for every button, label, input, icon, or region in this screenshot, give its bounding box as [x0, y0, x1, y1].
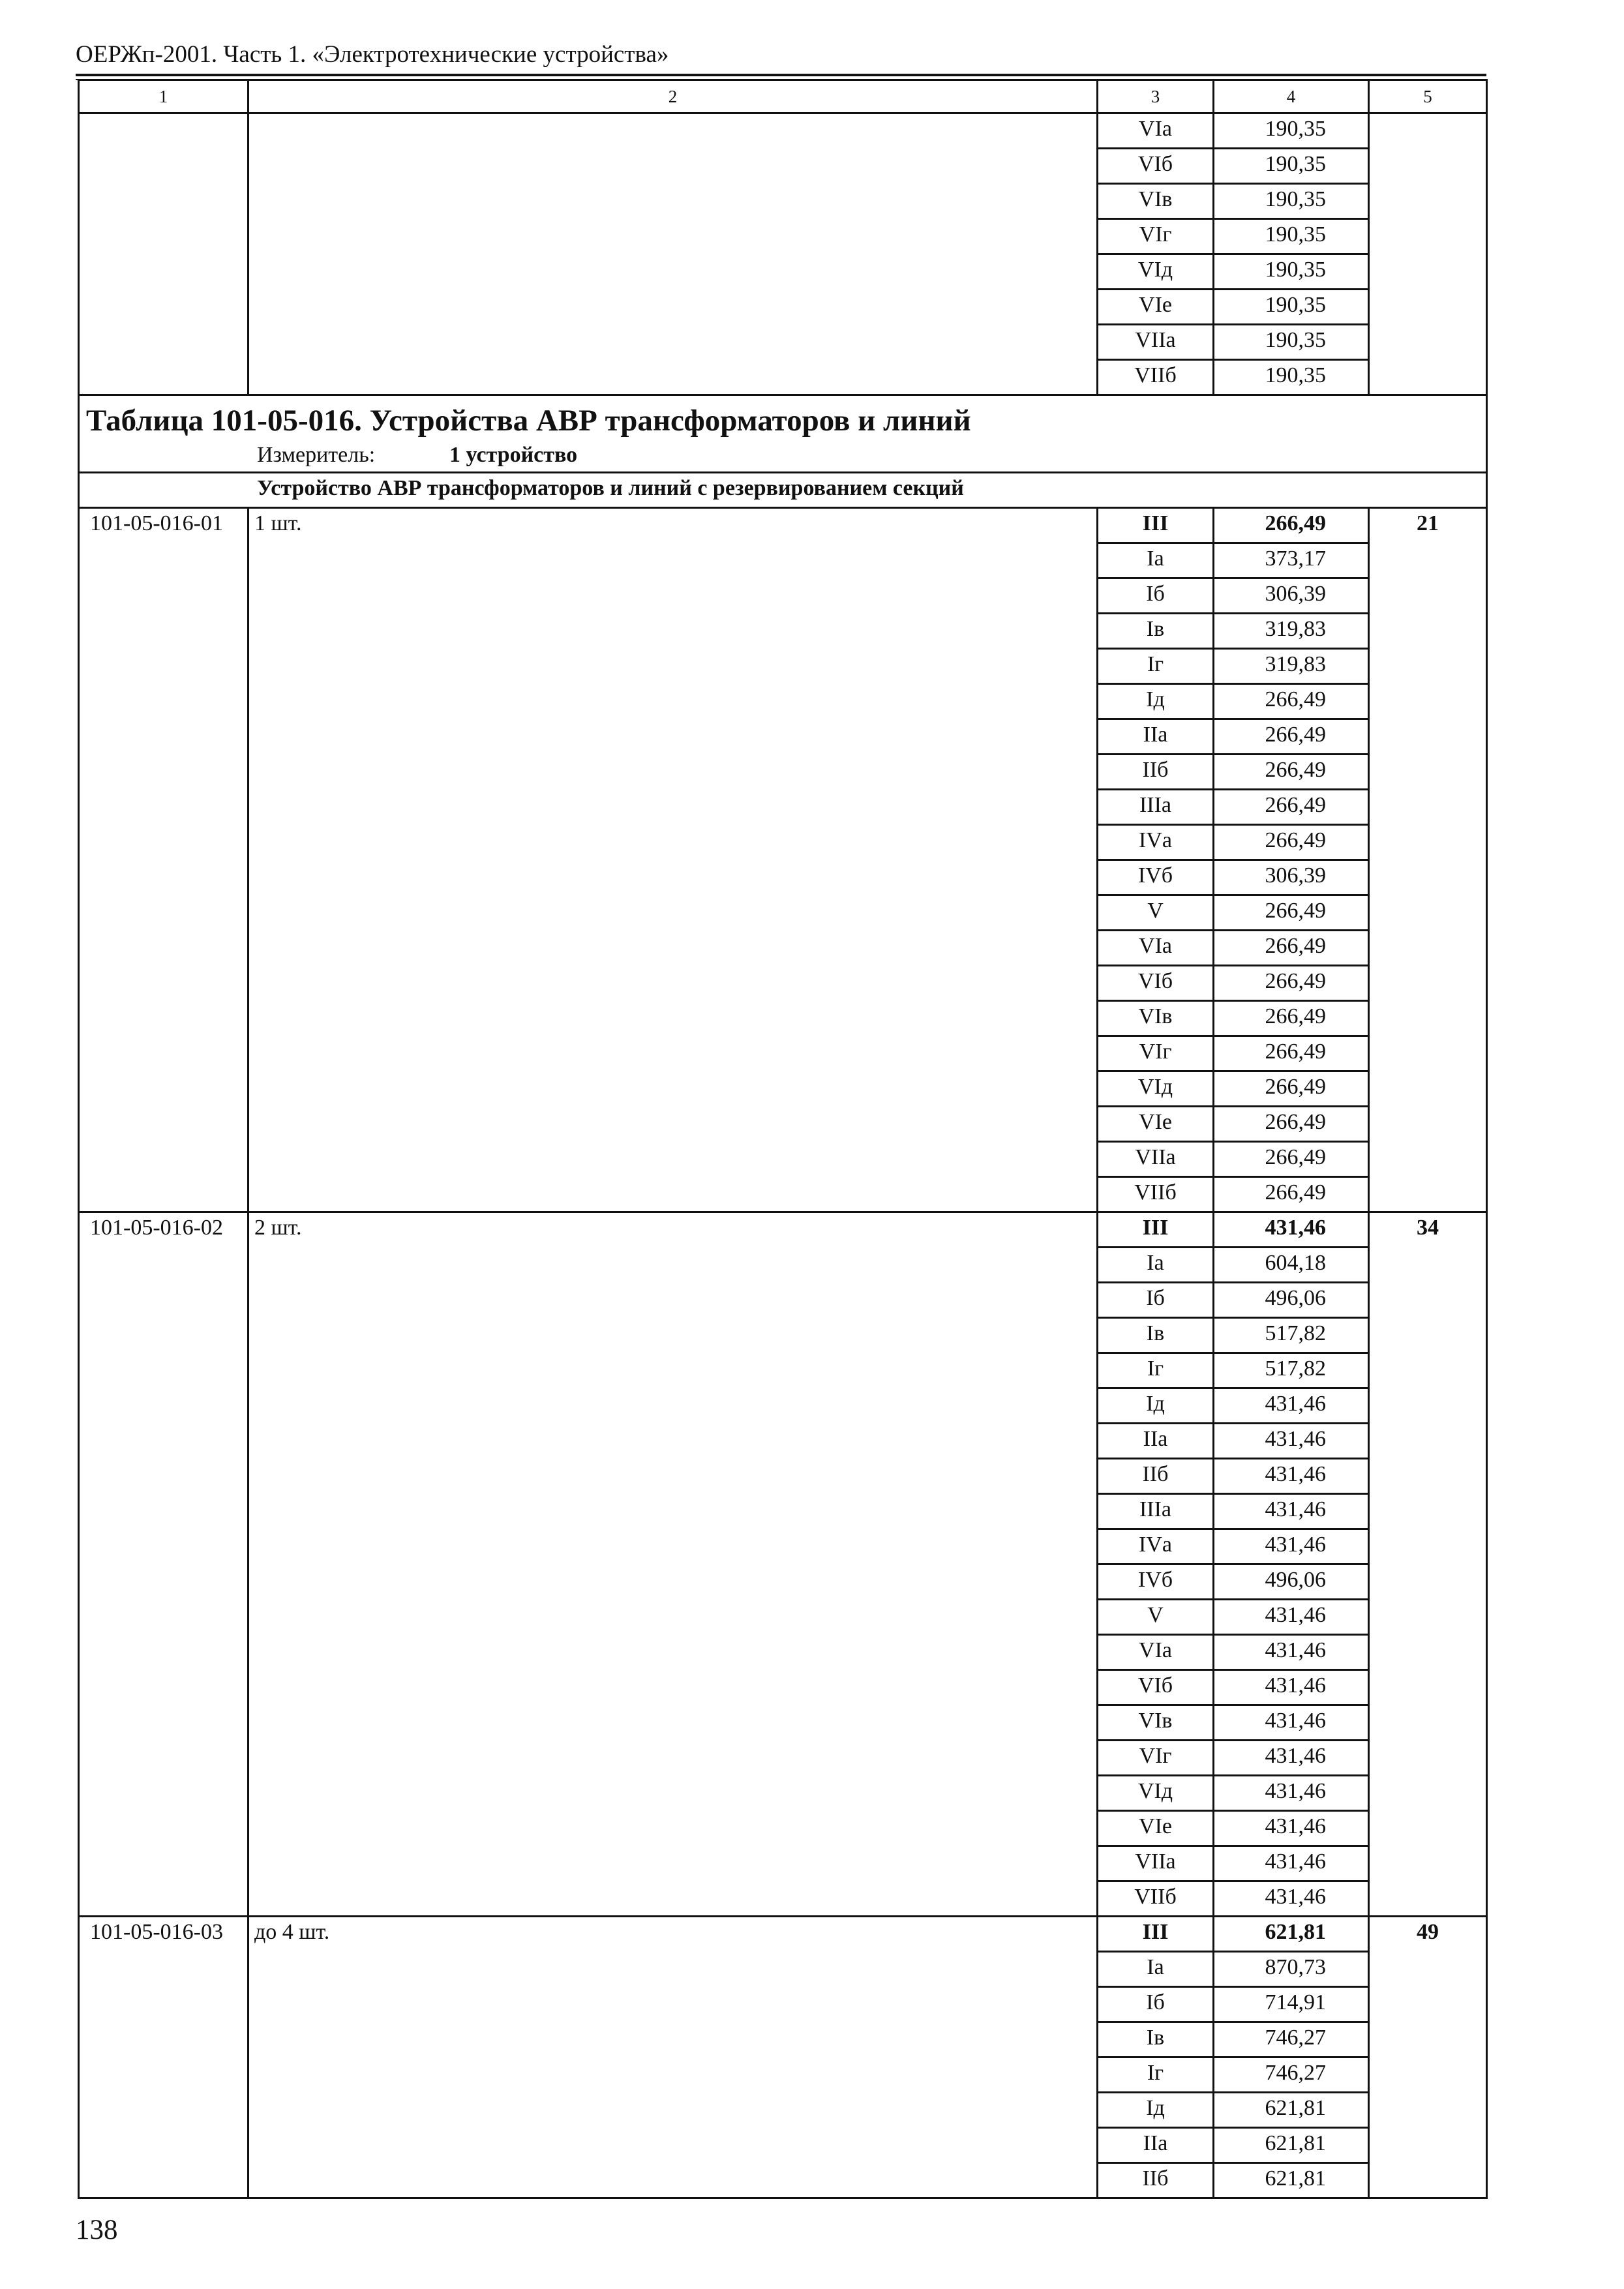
zone-cell: V — [1098, 895, 1214, 931]
price-cell: 190,35 — [1214, 254, 1369, 290]
zone-cell: Iв — [1098, 2022, 1214, 2057]
table-subtitle: Устройство АВР трансформаторов и линий с резервированием секций — [79, 473, 1487, 508]
price-cell: 604,18 — [1214, 1248, 1369, 1283]
price-cell: 746,27 — [1214, 2022, 1369, 2057]
price-cell: 431,46 — [1214, 1600, 1369, 1635]
zone-cell: IIа — [1098, 719, 1214, 755]
code-cell: 101-05-016-02 — [79, 1212, 248, 1917]
zone-cell: IIа — [1098, 1424, 1214, 1459]
header-rule — [76, 74, 1486, 76]
price-cell: 266,49 — [1214, 966, 1369, 1001]
price-cell: 373,17 — [1214, 543, 1369, 578]
price-cell: 621,81 — [1214, 2093, 1369, 2128]
name-cell: 1 шт. — [248, 508, 1098, 1212]
price-cell: 319,83 — [1214, 649, 1369, 684]
zone-cell: Iд — [1098, 684, 1214, 719]
code-cell: 101-05-016-03 — [79, 1917, 248, 2198]
table-title-row — [79, 395, 1487, 473]
name-cell — [248, 113, 1098, 395]
zone-cell: VIIа — [1098, 1142, 1214, 1177]
col5-cell: 49 — [1369, 1917, 1487, 2198]
zone-cell: VIв — [1098, 1001, 1214, 1036]
price-cell: 431,46 — [1214, 1529, 1369, 1564]
zone-cell: VIе — [1098, 1811, 1214, 1846]
price-cell: 266,49 — [1214, 790, 1369, 825]
price-cell: 496,06 — [1214, 1564, 1369, 1600]
price-cell: 266,49 — [1214, 931, 1369, 966]
zone-cell: VIг — [1098, 219, 1214, 254]
name-cell: 2 шт. — [248, 1212, 1098, 1917]
zone-cell: IVб — [1098, 1564, 1214, 1600]
price-cell: 190,35 — [1214, 325, 1369, 360]
zone-cell: IIIа — [1098, 790, 1214, 825]
price-cell: 306,39 — [1214, 860, 1369, 895]
zone-cell: IIIа — [1098, 1494, 1214, 1529]
zone-cell: VIа — [1098, 113, 1214, 149]
table-row — [79, 508, 1487, 543]
price-cell: 266,49 — [1214, 825, 1369, 860]
price-cell: 266,49 — [1214, 508, 1369, 543]
name-cell: до 4 шт. — [248, 1917, 1098, 2198]
zone-cell: VIд — [1098, 254, 1214, 290]
zone-cell: VIб — [1098, 1670, 1214, 1705]
table-title: Таблица 101-05-016. Устройства АВР трансформаторов и линий — [86, 404, 971, 438]
price-cell: 319,83 — [1214, 614, 1369, 649]
column-number: 4 — [1214, 80, 1369, 113]
zone-cell: VIа — [1098, 931, 1214, 966]
zone-cell: VIIа — [1098, 1846, 1214, 1881]
zone-cell: IVб — [1098, 860, 1214, 895]
column-number: 3 — [1098, 80, 1214, 113]
column-number: 5 — [1369, 80, 1487, 113]
price-cell: 431,46 — [1214, 1212, 1369, 1248]
zone-cell: VIд — [1098, 1071, 1214, 1107]
price-cell: 621,81 — [1214, 2163, 1369, 2198]
column-number: 1 — [79, 80, 248, 113]
code-cell: 101-05-016-01 — [79, 508, 248, 1212]
zone-cell: Iб — [1098, 1283, 1214, 1318]
price-cell: 517,82 — [1214, 1318, 1369, 1353]
zone-cell: IIб — [1098, 1459, 1214, 1494]
zone-cell: IVа — [1098, 1529, 1214, 1564]
price-cell: 266,49 — [1214, 719, 1369, 755]
table-row — [79, 113, 1487, 149]
zone-cell: VIд — [1098, 1776, 1214, 1811]
table-row — [79, 1917, 1487, 1952]
rates-table — [78, 79, 1488, 2199]
zone-cell: VIв — [1098, 184, 1214, 219]
col5-cell: 34 — [1369, 1212, 1487, 1917]
price-cell: 266,49 — [1214, 895, 1369, 931]
price-cell: 190,35 — [1214, 149, 1369, 184]
zone-cell: Iг — [1098, 2057, 1214, 2093]
zone-cell: VIе — [1098, 290, 1214, 325]
zone-cell: III — [1098, 508, 1214, 543]
zone-cell: V — [1098, 1600, 1214, 1635]
price-cell: 431,46 — [1214, 1776, 1369, 1811]
price-cell: 190,35 — [1214, 184, 1369, 219]
table-row — [79, 1212, 1487, 1248]
price-cell: 266,49 — [1214, 1177, 1369, 1212]
table-subtitle-row — [79, 473, 1487, 508]
zone-cell: IIа — [1098, 2128, 1214, 2163]
price-cell: 266,49 — [1214, 1001, 1369, 1036]
price-cell: 266,49 — [1214, 1107, 1369, 1142]
meter-line — [80, 440, 1486, 471]
price-cell: 431,46 — [1214, 1635, 1369, 1670]
zone-cell: Iд — [1098, 1388, 1214, 1424]
zone-cell: III — [1098, 1212, 1214, 1248]
price-cell: 306,39 — [1214, 578, 1369, 614]
price-cell: 431,46 — [1214, 1494, 1369, 1529]
zone-cell: VIг — [1098, 1741, 1214, 1776]
meter-value: 1 устройство — [449, 443, 578, 467]
zone-cell: VIг — [1098, 1036, 1214, 1071]
zone-cell: Iг — [1098, 649, 1214, 684]
price-cell: 431,46 — [1214, 1705, 1369, 1741]
price-cell: 621,81 — [1214, 1917, 1369, 1952]
zone-cell: VIIб — [1098, 360, 1214, 395]
zone-cell: VIб — [1098, 149, 1214, 184]
zone-cell: III — [1098, 1917, 1214, 1952]
zone-cell: Iб — [1098, 1987, 1214, 2022]
zone-cell: VIб — [1098, 966, 1214, 1001]
zone-cell: VIв — [1098, 1705, 1214, 1741]
price-cell: 266,49 — [1214, 684, 1369, 719]
price-cell: 266,49 — [1214, 755, 1369, 790]
zone-cell: IIб — [1098, 2163, 1214, 2198]
zone-cell: Iа — [1098, 543, 1214, 578]
price-cell: 431,46 — [1214, 1388, 1369, 1424]
zone-cell: Iв — [1098, 614, 1214, 649]
zone-cell: IVа — [1098, 825, 1214, 860]
column-number: 2 — [248, 80, 1098, 113]
price-cell: 517,82 — [1214, 1353, 1369, 1388]
price-cell: 431,46 — [1214, 1741, 1369, 1776]
zone-cell: Iв — [1098, 1318, 1214, 1353]
rates-table-body — [79, 80, 1487, 2198]
price-cell: 870,73 — [1214, 1952, 1369, 1987]
zone-cell: VIе — [1098, 1107, 1214, 1142]
price-cell: 714,91 — [1214, 1987, 1369, 2022]
zone-cell: Iд — [1098, 2093, 1214, 2128]
price-cell: 266,49 — [1214, 1036, 1369, 1071]
table-title-cell — [79, 395, 1487, 473]
running-title: ОЕРЖп-2001. Часть 1. «Электротехнические устройства» — [76, 41, 669, 68]
price-cell: 431,46 — [1214, 1846, 1369, 1881]
price-cell: 266,49 — [1214, 1071, 1369, 1107]
price-cell: 431,46 — [1214, 1459, 1369, 1494]
price-cell: 190,35 — [1214, 360, 1369, 395]
zone-cell: Iг — [1098, 1353, 1214, 1388]
col5-cell: 21 — [1369, 508, 1487, 1212]
price-cell: 431,46 — [1214, 1881, 1369, 1917]
col5-cell — [1369, 113, 1487, 395]
column-numbers-row — [79, 80, 1487, 113]
price-cell: 496,06 — [1214, 1283, 1369, 1318]
price-cell: 190,35 — [1214, 219, 1369, 254]
price-cell: 431,46 — [1214, 1811, 1369, 1846]
page-number: 138 — [76, 2215, 118, 2245]
zone-cell: Iа — [1098, 1248, 1214, 1283]
price-cell: 266,49 — [1214, 1142, 1369, 1177]
price-cell: 746,27 — [1214, 2057, 1369, 2093]
zone-cell: VIIб — [1098, 1881, 1214, 1917]
price-cell: 190,35 — [1214, 290, 1369, 325]
price-cell: 621,81 — [1214, 2128, 1369, 2163]
zone-cell: VIа — [1098, 1635, 1214, 1670]
price-cell: 190,35 — [1214, 113, 1369, 149]
code-cell — [79, 113, 248, 395]
zone-cell: VIIа — [1098, 325, 1214, 360]
price-cell: 431,46 — [1214, 1424, 1369, 1459]
price-cell: 431,46 — [1214, 1670, 1369, 1705]
zone-cell: Iа — [1098, 1952, 1214, 1987]
zone-cell: VIIб — [1098, 1177, 1214, 1212]
zone-cell: IIб — [1098, 755, 1214, 790]
meter-label: Измеритель: — [257, 443, 376, 467]
zone-cell: Iб — [1098, 578, 1214, 614]
